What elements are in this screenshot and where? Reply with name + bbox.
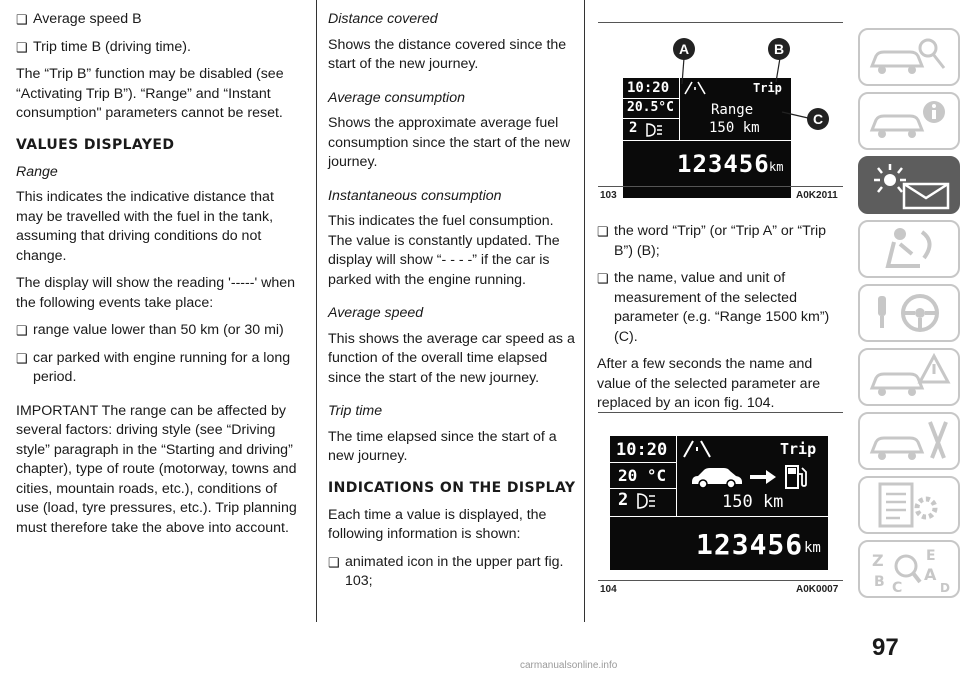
paragraph-range: This indicates the indicative distance that may be travelled with the fuel in the tank, assuming that driving conditions do not change.	[16, 189, 274, 264]
paragraph-important: IMPORTANT The range can be affected by several factors: driving style (see “Driving style” paragraph in the “Starting and driving” chapter), type of route (motorway, towns and cities, mountain roads, etc.), conditions of use (load, tyre pressures, etc.). Trip planning must therefore take the above into account.	[16, 402, 297, 536]
column-divider-1	[316, 0, 317, 622]
lcd-odometer: 123456	[696, 528, 804, 561]
chapter-tab-index[interactable]	[858, 540, 960, 598]
chapter-tab-warning-lights[interactable]	[858, 156, 960, 214]
lcd-parameter-value: 150 km	[722, 492, 784, 512]
figure-103-code: A0K2011	[796, 190, 838, 201]
lcd-time: 10:20	[627, 80, 670, 96]
steering-wheel-icon	[860, 286, 958, 340]
bullet-trip-time-b: ❑ Trip time B (driving time).	[16, 38, 191, 55]
figure-104-number: 104	[600, 584, 617, 595]
figure-104-bottom-rule	[598, 580, 843, 581]
car-warning-icon	[860, 350, 958, 404]
lcd-odometer-unit: km	[769, 160, 784, 174]
lcd-temperature: 20 °C	[618, 466, 667, 485]
paragraph-trip-b-disable: The “Trip B” function may be disabled (see “Activating Trip B”). “Range” and “Instant consumption" parameters cannot be reset.	[16, 66, 284, 121]
column-3	[597, 222, 842, 422]
lcd-display-104	[610, 436, 828, 570]
chapter-tab-safety[interactable]	[858, 220, 960, 278]
subheading-instantaneous-consumption: Instantaneous consumption	[328, 187, 502, 204]
car-key-icon	[860, 30, 958, 84]
headlight-icon	[634, 492, 656, 510]
bullet-range-low: ❑ range value lower than 50 km (or 30 mi)	[16, 322, 284, 338]
figure-104-top-rule	[598, 412, 843, 413]
column-2	[328, 10, 578, 600]
subheading-average-consumption: Average consumption	[328, 89, 465, 106]
figure-103	[598, 30, 843, 200]
chapter-tab-technical-data[interactable]	[858, 476, 960, 534]
lcd-time: 10:20	[616, 440, 668, 460]
paragraph-distance-covered: Shows the distance covered since the start of the new journey.	[328, 36, 567, 72]
lcd-trip-label: Trip	[780, 440, 817, 458]
lcd-temperature: 20.5°C	[627, 100, 674, 115]
subheading-average-speed: Average speed	[328, 305, 424, 321]
document-gear-icon	[860, 478, 958, 532]
lcd-parameter-name: Range	[711, 102, 754, 118]
chapter-tab-knowing-car[interactable]	[858, 28, 960, 86]
lcd-odometer: 123456	[677, 150, 770, 178]
paragraph-instantaneous-consumption: This indicates the fuel consumption. The value is constantly updated. The display will show “- - - -” if the car is parked with the engine running.	[328, 213, 560, 288]
car-info-icon	[860, 94, 958, 148]
bullet-name-value-unit: ❑ the name, value and unit of measurement of the selected parameter (e.g. “Range 1500 km”) (C).	[597, 270, 830, 345]
column-divider-2	[584, 0, 585, 622]
lcd-divider	[610, 516, 828, 517]
svg-text:A: A	[924, 565, 937, 584]
paragraph-after-seconds: After a few seconds the name and value of the selected parameter are replaced by an icon fig. 104.	[597, 356, 821, 411]
warning-lights-icon	[860, 158, 958, 212]
car-tools-icon	[860, 414, 958, 468]
lcd-gear: 2	[629, 120, 638, 136]
lcd-parameter-value: 150 km	[709, 120, 760, 136]
chapter-tab-maintenance[interactable]	[858, 412, 960, 470]
lcd-trip-label: Trip	[753, 81, 782, 95]
figure-104	[598, 420, 843, 580]
subheading-trip-time: Trip time	[328, 403, 383, 419]
lcd-divider	[610, 462, 676, 463]
svg-text:C: C	[892, 580, 903, 596]
chapter-tab-emergency[interactable]	[858, 348, 960, 406]
subheading-distance-covered: Distance covered	[328, 11, 438, 27]
paragraph-average-speed: This shows the average car speed as a function of the overall time elapsed since the start of the new journey.	[328, 330, 575, 386]
footer-watermark: carmanualsonline.info	[520, 660, 618, 671]
svg-text:Z: Z	[872, 551, 884, 570]
svg-text:B: B	[874, 574, 885, 590]
callout-a: A	[673, 38, 695, 60]
figure-103-top-rule	[598, 22, 843, 23]
figure-103-bottom-rule	[598, 186, 843, 187]
paragraph-display-reading: The display will show the reading '-----' when the following events take place:	[16, 275, 296, 311]
paragraph-each-time: Each time a value is displayed, the following information is shown:	[328, 506, 547, 542]
column-1	[16, 10, 300, 546]
page-number: 97	[872, 634, 899, 661]
chapter-tab-information[interactable]	[858, 92, 960, 150]
fuel-pump-icon	[784, 464, 808, 490]
bullet-word-trip: ❑ the word “Trip” (or “Trip A” or “Trip B”) (B);	[597, 223, 827, 259]
arrow-right-icon	[748, 468, 778, 486]
lcd-odometer-unit: km	[804, 540, 821, 556]
figure-103-number: 103	[600, 190, 617, 201]
callout-c: C	[807, 108, 829, 130]
road-icon	[682, 440, 712, 458]
figure-104-code: A0K0007	[796, 584, 839, 595]
lcd-gear: 2	[618, 490, 629, 510]
callout-b: B	[768, 38, 790, 60]
lcd-divider	[676, 436, 677, 516]
svg-text:D: D	[940, 581, 950, 595]
bullet-car-parked: ❑ car parked with engine running for a long period.	[16, 349, 291, 385]
svg-text:E: E	[926, 548, 936, 564]
callout-leader-lines	[598, 30, 843, 200]
heading-values-displayed: VALUES DISPLAYED	[16, 136, 175, 153]
lcd-divider	[610, 488, 676, 489]
bullet-average-speed-b: ❑ Average speed B	[16, 11, 142, 27]
paragraph-trip-time: The time elapsed since the start of a new journey.	[328, 428, 557, 464]
chapter-tab-starting-driving[interactable]	[858, 284, 960, 342]
alphabet-index-icon	[860, 542, 958, 596]
seat-airbag-icon	[860, 222, 958, 276]
paragraph-average-consumption: Shows the approximate average fuel consumption since the start of the new journey.	[328, 115, 571, 170]
bullet-animated-icon: ❑ animated icon in the upper part fig. 103;	[328, 553, 564, 589]
car-icon	[690, 466, 744, 488]
subheading-range: Range	[16, 163, 58, 180]
heading-indications-on-display: INDICATIONS ON THE DISPLAY	[328, 479, 576, 496]
